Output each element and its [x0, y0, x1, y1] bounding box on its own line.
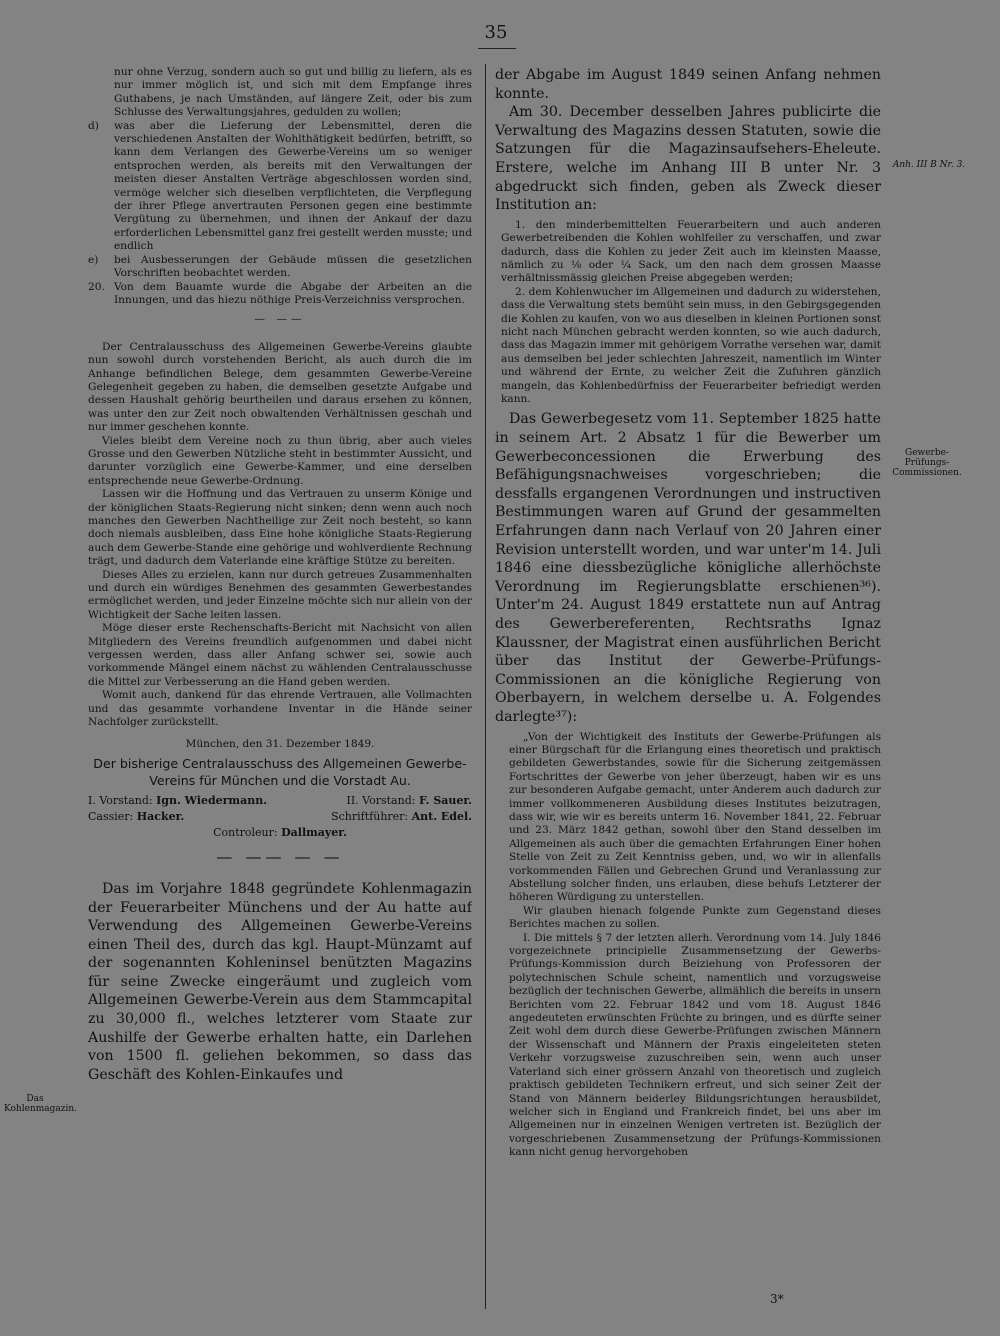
margin-note: Gewerbe-Prüfungs-Commissionen.: [892, 448, 962, 478]
quote-paragraph: Wir glauben hienach folgende Punkte zum Gegenstand dieses Berichtes machen zu sollen.: [509, 904, 881, 931]
list-item-20: [88, 281, 472, 308]
section-separator: — —— — —: [216, 846, 344, 866]
page-number: 35: [484, 22, 508, 43]
margin-note: Das Kohlenmagazin.: [4, 1094, 78, 1114]
signature-date: München, den 31. Dezember 1849.: [185, 737, 375, 750]
left-column: [88, 66, 472, 1084]
paragraph: Dieses Alles zu erzielen, kann nur durch getreues Zusammenhalten und durch ein würdiges Benehmen des gesammten Gewerbestandes ermöglichet werden, und jeder Einzelne möchte sich nur allein von der Wichtigkeit der Sache leiten lassen.: [88, 568, 472, 621]
paragraph: Der Centralausschuss des Allgemeinen Gewerbe-Vereins glaubte nun sowohl durch vorstehenden Bericht, als auch durch die im Anhange befindlichen Belege, dem gesammten Gewerbe-Vereine Gelegenheit gegeben zu haben, die demselben gesetzte Aufgabe und dessen Haushalt gehörig beurtheilen und daraus ersehen zu können, was unter den zur Zeit noch obwaltenden Verhältnissen geschah und nur immer geschehen konnte.: [88, 340, 472, 434]
sig-label: I. Vorstand:: [88, 793, 153, 807]
paragraph: Lassen wir die Hoffnung und das Vertrauen zu unserm Könige und der königlichen Staats-Regierung nicht sinken; denn wenn auch noch manches den Gewerben Nachtheilige zur Zeit noch besteht, so kann doch niemals ausbleiben, dass Eine hohe königliche Staats-Regierung auch dem Gewerbe-Stande eine gehörige und wohlverdiente Rechnung trägt, und dadurch dem Vaterlande eine kräftige Stütze zu bereiten.: [88, 488, 472, 568]
signature-row: [88, 809, 472, 825]
signature-heading: Der bisherige Centralausschuss des Allgemeinen Gewerbe-Vereins für München und die Vorstadt Au.: [93, 755, 467, 788]
sig-label: Schriftführer:: [331, 809, 409, 823]
paragraph-kohlenmagazin: Das im Vorjahre 1848 gegründete Kohlenmagazin der Feuerarbeiter Münchens und der Au hatte auf Verwendung des Allgemeinen Gewerbe-Vereins einen Theil des, durch das kgl. Haupt-Münzamt auf der sogenannten Kohleninsel benützten Magazins für seine Zwecke eingeräumt und zugleich vom Allgemeinen Gewerbe-Verein aus dem Stammcapital zu 30,000 fl., welches letzterer vom Staate zur Aushilfe der Gewerbe erhalten hatte, ein Darlehen von 1500 fl. geliehen bekommen, so dass das Geschäft des Kohlen-Einkaufes und: [88, 880, 472, 1083]
sig-name: Dallmayer.: [281, 825, 347, 839]
sig-name: Ign. Wiedermann.: [156, 793, 268, 807]
list-text: Von dem Bauamte wurde die Abgabe der Arbeiten an die Innungen, und das hiezu nöthige Preis-Verzeichniss versprochen.: [114, 280, 472, 306]
list-item-d: [88, 120, 472, 254]
sig-label: II. Vorstand:: [346, 793, 416, 807]
signature-row: [88, 793, 472, 809]
list-text: was aber die Lieferung der Lebensmittel, deren die verschiedenen Anstalten der Wohlthätigkeit bedürfen, betrifft, so kann dem Verlangen des Gewerbe-Vereins um so weniger entsprochen werden, als bereits mit den Verwaltungen der meisten dieser Anstalten Verträge abgeschlossen worden sind, vermöge welcher sich dieselben verpflichteten, die Verpflegung der ihrer Pflege anvertrauten Personen gegen eine bestimmte Vergütung zu übernehmen, und ihnen der Ankauf der dazu erforderlichen Lebensmittel ganz frei gestellt werden musste; und endlich: [114, 119, 472, 253]
sig-name: F. Sauer.: [418, 793, 472, 807]
page-number-rule: [478, 48, 516, 49]
section-separator: — ——: [254, 313, 306, 326]
sig-name: Ant. Edel.: [411, 809, 472, 823]
list-item: 1. den minderbemittelten Feuerarbeitern und auch anderen Gewerbetreibenden die Kohlen wohlfeiler zu verschaffen, und zwar dadurch, dass die Kohlen zu jeder Zeit auch im kleinsten Maasse, nämlich zu ⅛ oder ¼ Sack, um den nach dem grossen Maasse verhältnissmässig gleichen Preise abgegeben werden;: [501, 218, 881, 285]
list-item: 2. dem Kohlenwucher im Allgemeinen und dadurch zu widerstehen, dass die Verwaltung stets bemüht sein muss, in den Gebirgsgegenden die Kohlen zu kaufen, von wo aus dieselben in kleinen Portionen sonst nicht nach München gebracht werden konnten, so wie auch dadurch, dass das Magazin immer mit gehörigem Vorrathe versehen war, damit aus demselben bei jeder schlechten Jahreszeit, namentlich im Winter und während der Ernte, zu welcher Zeit die Zufuhren gänzlich mangeln, das Kohlenbedürfniss der Feuerarbeiter befriedigt werden kann.: [501, 285, 881, 406]
signature-row: [88, 825, 472, 841]
list-marker: 20.: [88, 280, 105, 293]
list-text: bei Ausbesserungen der Gebäude müssen die gesetzlichen Vorschriften beobachtet werden.: [114, 253, 472, 280]
paragraph: Am 30. December desselben Jahres publicirte die Verwaltung des Magazins dessen Statuten, sowie die Satzungen für die Magazinsaufsehers-Eheleute. Erstere, welche im Anhang III B unter Nr. 3 abgedruckt sich finden, geben als Zweck dieser Institution an:: [495, 104, 881, 214]
sig-label: Cassier:: [88, 809, 134, 823]
paragraph: Möge dieser erste Rechenschafts-Bericht mit Nachsicht von allen Mitgliedern des Vereins freundlich aufgenommen und dabei nicht vergessen werden, dass aller Anfang schwer sei, sowie auch vorkommende Mängel einem nächst zu wählenden Centralausschusse die Mittel zur Verbesserung an die Hand geben werden.: [88, 622, 472, 688]
paragraph: der Abgabe im August 1849 seinen Anfang nehmen konnte.: [495, 67, 881, 102]
sig-name: Hacker.: [136, 809, 185, 823]
list-continuation: nur ohne Verzug, sondern auch so gut und billig zu liefern, als es nur immer möglich ist, und sich mit dem Empfange ihres Guthabens, je nach Umständen, auf längere Zeit, oder bis zum Schlusse des Verwaltungsjahres, gedulden zu wollen;: [114, 66, 472, 119]
sig-label: Controleur:: [213, 825, 278, 839]
quote-paragraph: „Von der Wichtigkeit des Instituts der Gewerbe-Prüfungen als einer Bürgschaft für die Erlangung eines theoretisch und praktisch gebildeten Gewerbstandes, sowie für die Sicherung zeitgemässen Fortschrittes der Gewerbe von jeher überzeugt, haben wir es uns zur besonderen Aufgabe gemacht, unter Anderem auch dadurch zur immer vollkommeneren Ausbildung dieses Institutes beizutragen, dass wir, wie wir es bereits unterm 16. November 1841, 22. Februar und 23. März 1842 gethan, sowohl über den Stand desselben im Allgemeinen als auch über die gemachten Erfahrungen Einer hohen Stelle von Zeit zu Zeit Kenntniss geben, und, wo wir in allenfalls vorkommenden Fällen und Gebrechen Grund und Veranlassung zur Abstellung solcher finden, uns erlauben, diese behufs Letzterer der höheren Würdigung zu unterstellen.: [509, 730, 881, 904]
right-column: [495, 66, 881, 1160]
list-marker: d): [88, 119, 99, 132]
paragraph: Das Gewerbegesetz vom 11. September 1825 hatte in seinem Art. 2 Absatz 1 für die Bewerber um Gewerbeconcessionen die Erwerbung des Befähigungsnachweises vorgeschrieben; die dessfalls ergangenen Verordnungen und instructiven Bestimmungen waren auf Grund der gesammelten Erfahrungen dann nach Verlauf von 20 Jahren einer Revision unterstellt worden, und war unter'm 14. Juli 1846 eine diessbezügliche königliche allerhöchste Verordnung im Regierungsblatte erschienen³⁶). Unter'm 24. August 1849 erstattete nun auf Antrag des Gewerbereferenten, Rechtsraths Ignaz Klaussner, der Magistrat einen ausführlichen Bericht über das Institut der Gewerbe-Prüfungs-Commissionen an die königliche Regierung von Oberbayern, in welchem derselbe u. A. Folgendes darlegte³⁷):: [495, 411, 881, 725]
signature-mark: 3*: [770, 1292, 784, 1306]
column-divider: [485, 64, 486, 1309]
list-item-e: [88, 254, 472, 281]
margin-note: Anh. III B Nr. 3.: [892, 160, 966, 170]
list-marker: e): [88, 253, 99, 266]
paragraph: Vieles bleibt dem Vereine noch zu thun übrig, aber auch vieles Grosse und den Gewerben Nützliche steht in bestimmter Aussicht, und darunter vorzüglich eine Gewerbe-Kammer, und eine derselben entsprechende neue Gewerbe-Ordnung.: [88, 434, 472, 487]
paragraph: Womit auch, dankend für das ehrende Vertrauen, alle Vollmachten und das gesammte vorhandene Inventar in die Hände seiner Nachfolger zurückstellt.: [88, 689, 472, 729]
quote-paragraph: I. Die mittels § 7 der letzten allerh. Verordnung vom 14. July 1846 vorgezeichnete principielle Zusammensetzung der Gewerbs-Prüfungs-Kommission durch Beiziehung von Professoren der polytechnischen Schule scheint, namentlich und vorzugsweise bezüglich der technischen Gewerbe, allmählich die bereits in unsern Berichten vom 22. Februar 1842 und vom 18. August 1846 angedeuteten erwünschten Früchte zu bringen, und es dürfte seiner Zeit wohl dem durch diese Gewerbe-Prüfungen zwischen Männern der Wissenschaft und Männern der Praxis eingeleiteten steten Verkehr vorzugsweise zuzuschreiben sein, wenn auch unser Vaterland sich einer grössern Anzahl von theoretisch und zugleich praktisch gebildeten Technikern erfreut, und sich seiner Zeit der Stand von Männern beiderley Bildungsrichtungen herausbildet, welcher sich in England und Frankreich findet, bei uns aber im Allgemeinen nur in einzelnen Wenigen vertreten ist. Bezüglich der vorgeschriebenen Zusammensetzung der Prüfungs-Kommissionen kann nicht genug hervorgehoben: [509, 931, 881, 1159]
